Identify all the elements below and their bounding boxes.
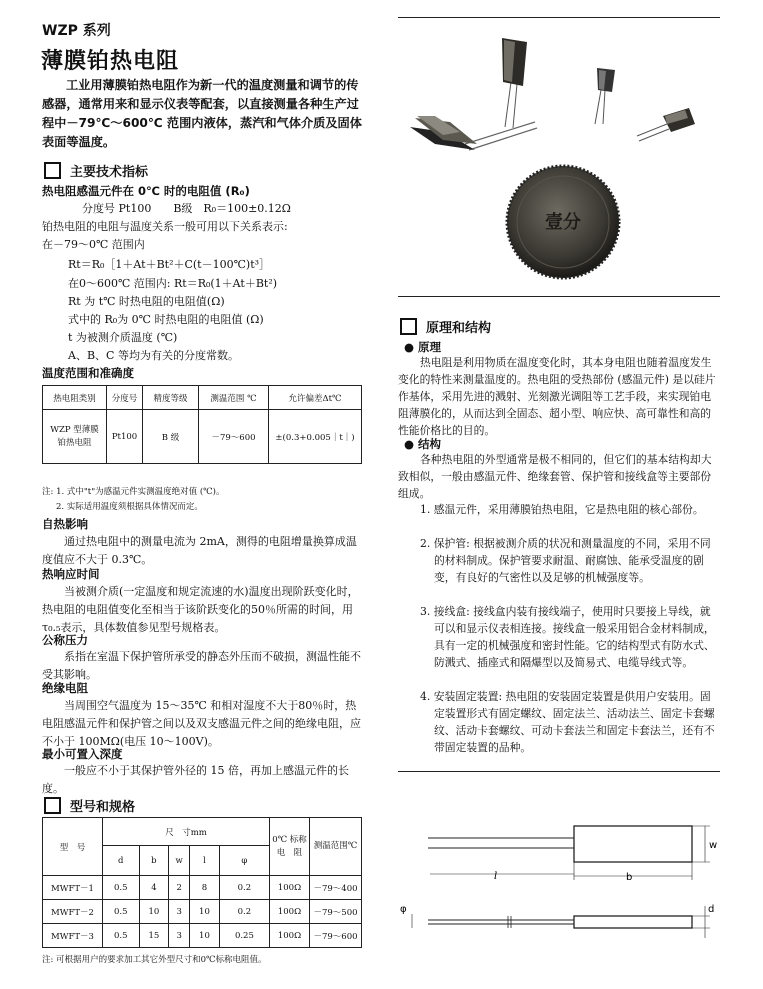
pressure-title: 公称压力 (42, 633, 88, 647)
accuracy-note-2: 2. 实际适用温度须根据具体情况而定。 (56, 502, 203, 512)
self-heat-text: 通过热电阻中的测量电流为 2mA，测得的电阻增量换算成温度值应不大于 0.3℃。 (42, 535, 357, 566)
dimension-diagram (398, 800, 720, 960)
page-title: 薄膜铂热电阻 (41, 49, 180, 74)
acc-cell-index: Pt100 (107, 410, 143, 464)
dim-header-l: l (190, 846, 220, 876)
checkbox-square-icon (400, 318, 417, 335)
acc-cell-grade: B 级 (143, 410, 199, 464)
accuracy-note-1: 注: 1. 式中"t"为感温元件实测温度绝对值 (℃)。 (42, 487, 225, 497)
sensor-small-image (595, 68, 615, 124)
bottom-divider (398, 771, 720, 772)
dim-label-b: b (626, 872, 633, 883)
structure-bullet: ● 结构 (404, 437, 442, 451)
table-row: MWFT－3 0.5 15 3 10 0.25 100Ω －79～600 (43, 924, 362, 948)
response-title: 热响应时间 (42, 567, 100, 581)
dim-header-d: d (103, 846, 140, 876)
dim-header-b: b (139, 846, 169, 876)
accuracy-table (42, 385, 362, 464)
self-heat-title: 自热影响 (42, 517, 88, 531)
coin-image (507, 166, 619, 278)
dim-label-w: w (709, 840, 718, 851)
acc-cell-deviation: ±(0.3+0.005｜t｜) (269, 410, 362, 464)
insulation-title: 绝缘电阻 (42, 681, 88, 695)
sensor-mid-image (502, 38, 527, 128)
acc-header-type: 热电阻类别 (43, 386, 107, 410)
series-label: WZP 系列 (42, 23, 111, 39)
structure-item-3: 3. 接线盒: 接线盒内装有接线端子，使用时只要接上导线，就可以和显示仪表相连接。接线盒一般采用铝合金材料制成，具有一定的机械强度和密封性能。它的结构型式有防水式、防溅式、插座式和隔爆型以及简易式、电缆导线式等。 (420, 605, 715, 669)
coin-text: 壹分 (545, 212, 581, 233)
acc-header-deviation: 允许偏差Δt℃ (269, 386, 362, 410)
acc-header-range: 测温范围 ℃ (199, 386, 269, 410)
table-row: MWFT－2 0.5 10 3 10 0.2 100Ω －79～500 (43, 900, 362, 924)
section-principle-heading: 原理和结构 (400, 317, 491, 336)
r0-title: 热电阻感温元件在 0℃ 时的电阻值 (R₀) (42, 184, 250, 198)
dim-label-l: l (494, 871, 498, 882)
dim-header-phi: φ (219, 846, 269, 876)
models-header-model: 型 号 (43, 818, 103, 876)
acc-cell-range: －79～600 (199, 410, 269, 464)
top-divider (398, 17, 720, 18)
section-models-heading: 型号和规格 (44, 796, 135, 815)
product-photo (405, 32, 710, 282)
diagram-top-view (428, 826, 717, 883)
structure-item-2: 2. 保护管: 根据被测介质的状况和测量温度的不同，采用不同的材料制成。保护管要求耐温、耐腐蚀、能承受温度的剧变，有良好的气密性以及足够的机械强度等。 (420, 537, 711, 584)
def-t: t 为被测介质温度 (℃) (68, 331, 178, 344)
formula1: Rt＝R₀［1＋At＋Bt²＋C(t－100℃)t³］ (68, 258, 271, 271)
mid-divider (398, 296, 720, 297)
intro-paragraph: 工业用薄膜铂热电阻作为新一代的温度测量和调节的传感器，通常用来和显示仪表等配套，以直接测量各种生产过程中－79℃～600℃ 范围内液体，蒸汽和气体介质及固体表面等温度。 (42, 78, 362, 149)
response-text: 当被测介质(一定温度和规定流速的水)温度出现阶跃变化时，热电阻的电阻值变化至相当于该阶跃变化的50％所需的时间，用τ₀.₅表示，具体数值参见型号规格表。 (42, 585, 359, 634)
acc-header-grade: 精度等级 (143, 386, 199, 410)
models-note: 注: 可根据用户的要求加工其它外型尺寸和0℃标称电阻值。 (42, 955, 267, 965)
structure-item-1: 1. 感温元件，采用薄膜铂热电阻，它是热电阻的核心部份。 (420, 503, 704, 516)
table-row: MWFT－1 0.5 4 2 8 0.2 100Ω －79～400 (43, 876, 362, 900)
range1-text: 在－79～0℃ 范围内 (42, 238, 145, 251)
def-abc: A、B、C 等均为有关的分度常数。 (68, 349, 239, 362)
r0-value: 分度号 Pt100 B级 R₀＝100±0.12Ω (82, 202, 291, 215)
models-table (42, 817, 362, 948)
sensor-right-image (637, 108, 695, 141)
dim-label-d: d (708, 904, 715, 915)
checkbox-square-icon (44, 162, 61, 179)
principle-bullet: ● 原理 (404, 340, 442, 354)
relation-text: 铂热电阻的电阻与温度关系一般可用以下关系表示: (42, 220, 288, 233)
insulation-text: 当周围空气温度为 15～35℃ 和相对湿度不大于80％时，热电阻感温元件和保护管之间以及双支感温元件之间的绝缘电阻，应不小于 100MΩ(电压 10～100V)。 (42, 699, 361, 748)
depth-title: 最小可置入深度 (42, 747, 123, 761)
sensor-large-image (410, 116, 537, 150)
dim-label-phi: φ (400, 904, 407, 915)
section-specs-heading: 主要技术指标 (44, 161, 148, 180)
depth-text: 一般应不小于其保护管外径的 15 倍，再加上感温元件的长度。 (42, 764, 349, 795)
formula2: 在0～600℃ 范围内: Rt＝R₀(1＋At＋Bt²) (68, 277, 278, 290)
models-header-resistance: 0℃ 标称电 阻 (270, 818, 310, 876)
structure-text: 各种热电阻的外型通常是极不相同的，但它们的基本结构却大致相似，一般由感温元件、绝缘套管、保护管和接线盒等主要部份组成。 (398, 453, 712, 500)
models-header-range: 测温范围℃ (310, 818, 362, 876)
models-header-size: 尺 寸mm (103, 818, 270, 846)
def-rt: Rt 为 t℃ 时热电阻的电阻值(Ω) (68, 295, 225, 308)
principle-text: 热电阻是利用物质在温度变化时，其本身电阻也随着温度发生变化的特性来测量温度的。热电阻的受热部份 (感温元件) 是以硅片作基体，采用先进的溅射、光刻激光调阻等工艺手段，来实现铂电阻薄膜化的，从而达到全固态、超小型、响应快、高可靠性和高的性能价格比的目的。 (398, 356, 716, 437)
diagram-side-view (400, 904, 714, 938)
acc-header-index: 分度号 (107, 386, 143, 410)
checkbox-square-icon (44, 797, 61, 814)
acc-cell-type: WZP 型薄膜铂热电阻 (43, 410, 107, 464)
dim-header-w: w (169, 846, 190, 876)
structure-item-4: 4. 安装固定装置: 热电阻的安装固定装置是供用户安装用。固定装置形式有固定螺纹、固定法兰、活动法兰、固定卡套螺纹、活动卡套螺纹、可动卡套法兰和固定卡套法兰，还有不带固定装置的品种。 (420, 690, 715, 754)
def-r0: 式中的 R₀为 0℃ 时热电阻的电阻值 (Ω) (68, 313, 264, 326)
accuracy-title: 温度范围和准确度 (42, 366, 134, 380)
pressure-text: 系指在室温下保护管所承受的静态外压而不破损，测温性能不受其影响。 (42, 650, 361, 681)
